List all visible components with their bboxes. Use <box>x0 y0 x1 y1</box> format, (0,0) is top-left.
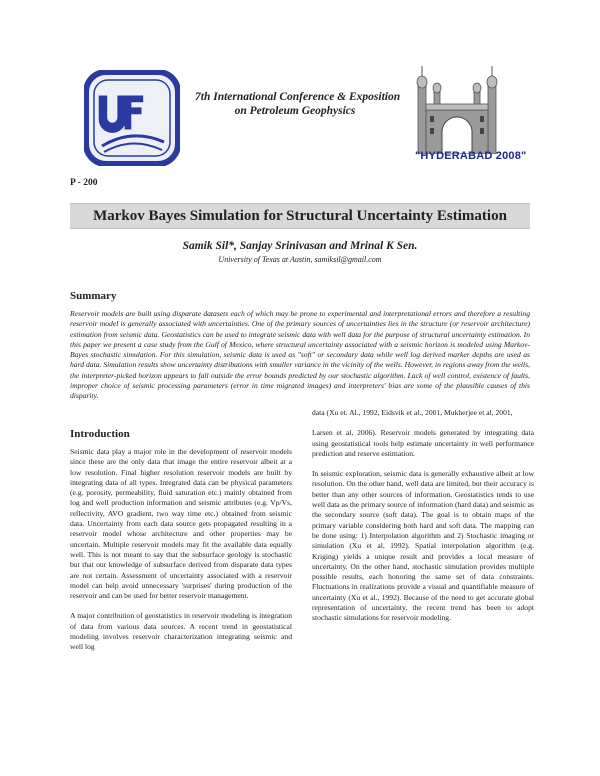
conference-title <box>195 90 401 118</box>
paragraph: A major contribution of geostatistics in reservoir modeling is integration of data from various data sources. A recent trend in geostatistical modeling involves reservoir characterization integrating seismic and well log <box>70 611 292 652</box>
paragraph: In seismic exploration, seismic data is generally exhaustive albeit at low resolution. On the other hand, well data are limited, but their accuracy is better than any other sources of information. Geostatistics tends to use well data as the primary source of information (hard data) and seismic as the secondary source (soft data). The goal is to obtain maps of the primary variable considering both hard and soft data. The mapping can be done using: 1) Interpolation algorithm and 2) Stochastic imaging or simulation (Xu et al, 1992). Spatial interpolation algorithm (e.g. Kriging) yields a unique result and provides a local measure of uncertainty. On the other hand, stochastic simulation provides multiple possible results, each honoring the same set of data constraints. Fluctuations in realizations provide a visual and quantifiable measure of uncertainty (Xu et al., 1992). Because of the need to get accurate global representation of uncertainty, the recent trend has been to adopt stochastic simulations for reservoir modeling. <box>312 469 534 623</box>
conference-title-line2: on Petroleum Geophysics <box>234 105 356 117</box>
paper-authors: Samik Sil*, Sanjay Srinivasan and Mrinal K Sen. <box>182 240 418 252</box>
charminar-illustration <box>412 62 502 154</box>
paragraph: Seismic data play a major role in the development of reservoir models since these are the only data that image the entire reservoir albeit at a low resolution. Final higher resolution reservoir models are built by integrating data of all types. Integrated data can be physical parameters (e.g. porosity, permeability, fluid saturation etc.) mainly obtained from log and well production information and seismic attributes (e.g. Vp/Vs, reflectivity, AVO gradient, two way time etc.) obtained from seismic data. Uncertainty from each data source gets propagated resulting in a reservoir model whose architecture and other properties may be uncertain. Multiple reservoir models may fit the available data equally well. This is not meant to say that the subsurface geology is stochastic but that our knowledge of subsurface derived from disparate data types are not certain. Assessment of uncertainty associated with a reservoir model can help avoid unnecessary 'surprises' during production of the reservoir and can be used for better reservoir management. <box>70 447 292 601</box>
left-column <box>70 447 292 663</box>
paper-title: Markov Bayes Simulation for Structural Uncertainty Estimation <box>93 208 507 224</box>
summary-text: Reservoir models are built using disparate datasets each of which may be prone to experimental and interpretational errors and therefore a resulting reservoir model is generally associated with uncertainties. One of the primary sources of uncertainties lies in the structure (or reservoir architecture) estimation from seismic data. Geostatistics can be used to integrate seismic data with well data for the purpose of structural uncertainty estimation. In this paper we present a case study from the Gulf of Mexico, where structural uncertainty associated with a seismic horizon is modeled using Markov-Bayes stochastic simulation. For this simulation, seismic data is used as "soft" or secondary data while well log derived marker depths are used as hard data. Simulation results show uncertainty distributions with smaller variance in the vicinity of the wells. However, in regions away from the wells, the interpreter-picked horizon appears to fall outside the error bounds predicted by our stochastic algorithm. Lack of well control, existence of faults, improper choice of seismic processing parameters (error in time migrated images) and interpreters' bias are some of the plausible causes of this disparity. <box>70 309 530 401</box>
paper-number: P - 200 <box>70 178 98 188</box>
summary-heading: Summary <box>70 290 117 302</box>
title-bar <box>70 203 530 229</box>
conference-city: "HYDERABAD 2008" <box>415 150 527 162</box>
right-column <box>312 408 534 634</box>
conference-logo <box>84 70 180 166</box>
conference-title-line1: 7th International Conference & Exposition <box>195 91 401 103</box>
paper-affiliation: University of Texas at Austin, samiksil@gmail.com <box>218 255 382 264</box>
paragraph: data (Xu et. Al., 1992, Eidsvik et al., 2001, Mukherjee et al, 2001, <box>312 408 513 417</box>
introduction-heading: Introduction <box>70 428 130 440</box>
paragraph: Larsen et al, 2006). Reservoir models generated by integrating data using geostatistical tools help estimate uncertainty in well performance prediction and reserve estimation. <box>312 428 534 458</box>
